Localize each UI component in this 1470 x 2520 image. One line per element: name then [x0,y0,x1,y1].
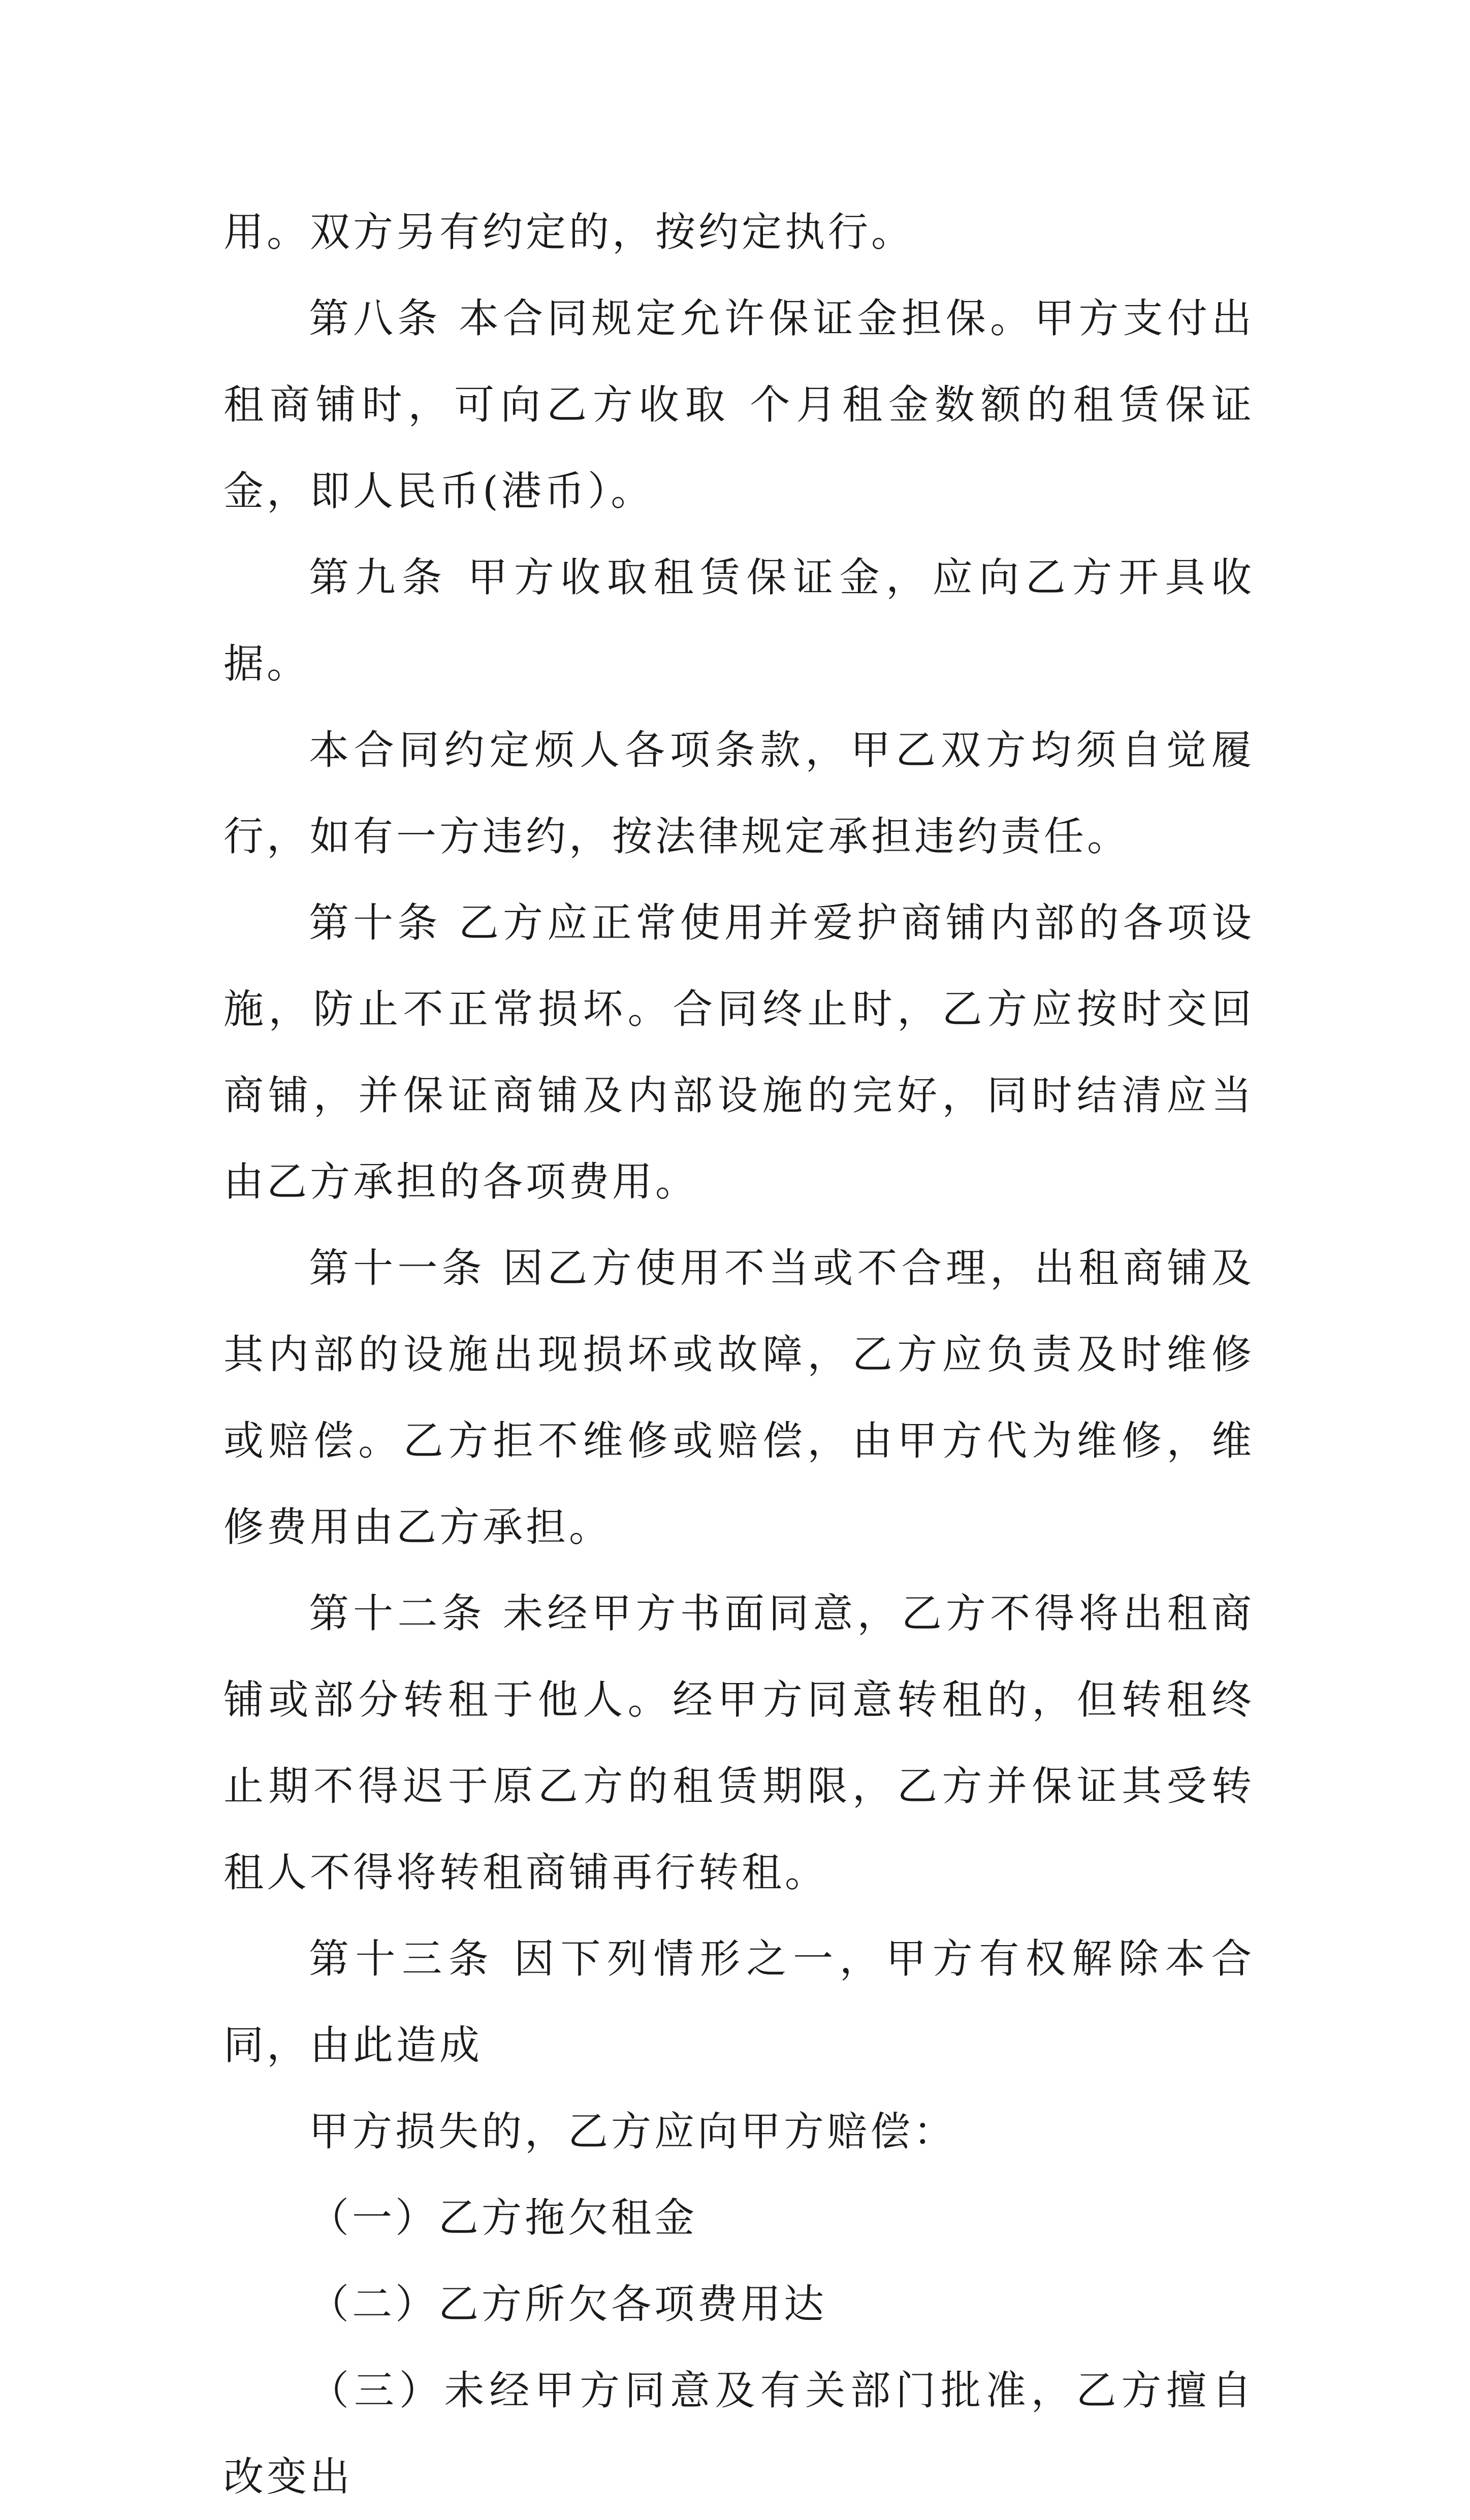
paragraph-article-10: 第十条 乙方应正常使用并爱护商铺内部的各项设施，防止不正常损坏。合同终止时，乙方应按时交回商铺，并保证商铺及内部设施的完好，同时结清应当由乙方承担的各项费用。 [223,899,1255,1205]
document-body [223,189,1255,2520]
paragraph-breach-clause: 本合同约定烦人各项条款，甲乙双方均须自觉履行，如有一方违约，按法律规定承担违约责任。 [223,727,1255,860]
list-item-2: （二）乙方所欠各项费用达 [309,2281,827,2328]
paragraph-article-13-cont: 甲方损失的，乙方应向甲方赔偿： [309,2108,956,2155]
paragraph-continuation: 用。双方另有约定的，按约定执行。 [223,209,914,255]
paragraph-article-12: 第十二条 未经甲方书面同意，乙方不得将出租商铺或部分转租于他人。经甲方同意转租的，但转租终止期不得迟于原乙方的租赁期限，乙方并保证其受转租人不得将转租商铺再行转租。 [223,1590,1255,1896]
paragraph-article-9: 第九条 甲方收取租赁保证金，应向乙方开具收据。 [223,554,1255,687]
paragraph-article-13: 第十三条 因下列情形之一，甲方有权解除本合同，由此造成 [223,1935,1255,2069]
list-item-3: （三）未经甲方同意及有关部门批准，乙方擅自改变出 [223,2367,1255,2500]
paragraph-article-11: 第十一条 因乙方使用不当或不合理，出租商铺及其内部的设施出现损坏或故障，乙方应负责及时维修或赔偿。乙方拒不维修或赔偿，由甲方代为维修，维修费用由乙方承担。 [223,1245,1255,1550]
paragraph-article-8: 第八条 本合同规定允许保证金担保。甲方支付出租商铺时，可向乙方收取 个月租金数额的租赁保证金，即人民币(港币）。 [223,295,1255,514]
list-item-1: （一）乙方拖欠租金 [309,2194,697,2241]
